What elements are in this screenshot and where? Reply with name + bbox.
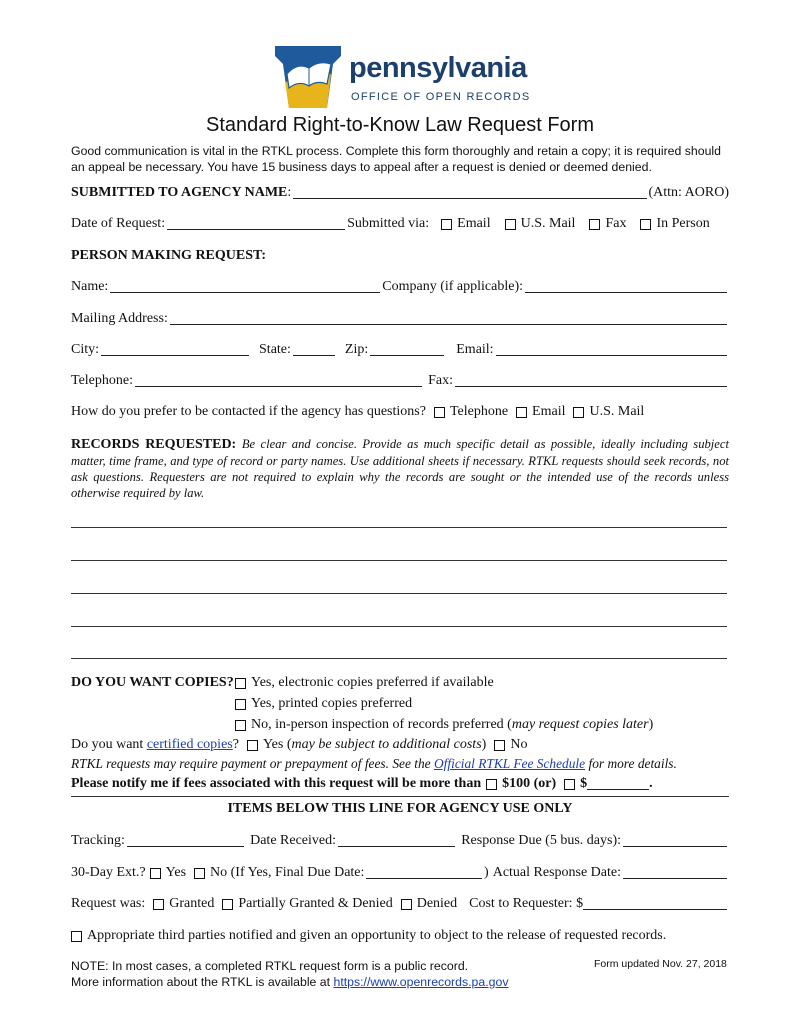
extension-row — [71, 865, 729, 881]
paren: ) — [648, 717, 654, 732]
fax-label: Fax: — [428, 373, 453, 388]
copies-row-3 — [231, 717, 731, 733]
ext-no-checkbox[interactable] — [194, 868, 205, 879]
in-person-checkbox[interactable] — [640, 219, 651, 230]
state-field[interactable] — [293, 343, 335, 356]
contact-question: How do you prefer to be contacted if the agency has questions? — [71, 404, 426, 419]
records-line-2[interactable] — [71, 560, 727, 561]
fax-field[interactable] — [455, 374, 727, 387]
logo-name: pennsylvania — [349, 52, 527, 84]
person-heading: PERSON MAKING REQUEST: — [71, 248, 266, 263]
tracking-label: Tracking: — [71, 833, 125, 848]
certified-row — [71, 737, 729, 753]
denied-checkbox[interactable] — [401, 899, 412, 910]
email-label: Email: — [456, 342, 494, 357]
received-field[interactable] — [338, 834, 455, 847]
cost-field[interactable] — [583, 897, 727, 910]
printed-copies-checkbox[interactable] — [235, 699, 246, 710]
records-instructions: Be clear and concise. Provide as much specific detail as possible, ideally including subject matter, time frame, and type of record or party names. Use additional sheets if necessary. RTKL requests should seek records, not ask questions. Requesters are not required to explain why the records are sought or the intended use of the records unless otherwise required by law. — [71, 437, 729, 500]
state-label: State: — [259, 342, 291, 357]
cost-label: Cost to Requester: $ — [469, 896, 584, 911]
certified-yes-checkbox[interactable] — [247, 740, 258, 751]
due-field[interactable] — [623, 834, 727, 847]
third-parties-row — [71, 928, 729, 944]
certified-question: Do you want — [71, 737, 144, 752]
notify-custom-checkbox[interactable] — [564, 779, 575, 790]
zip-field[interactable] — [370, 343, 444, 356]
notify-custom-label: $ — [580, 776, 588, 791]
agency-label: SUBMITTED TO AGENCY NAME — [71, 185, 288, 200]
agency-use-heading: ITEMS BELOW THIS LINE FOR AGENCY USE ONLY — [227, 801, 573, 816]
contact-option: Email — [532, 404, 566, 419]
actual-response-field[interactable] — [623, 866, 727, 879]
logo — [275, 44, 535, 110]
logo-subtitle: OFFICE OF OPEN RECORDS — [351, 91, 531, 103]
inspection-checkbox[interactable] — [235, 720, 246, 731]
via-option: U.S. Mail — [520, 216, 576, 231]
footer-note-text: NOTE: In most cases, a completed RTKL request form is a public record. — [71, 959, 469, 973]
extension-label: 30-Day Ext.? — [71, 865, 146, 880]
agency-row: SUBMITTED TO AGENCY NAME : (Attn: AORO) — [71, 185, 729, 200]
city-row — [71, 342, 729, 358]
fees-text: RTKL requests may require payment or prepayment of fees. See the — [71, 756, 431, 771]
certified-no-checkbox[interactable] — [494, 740, 505, 751]
partial-checkbox[interactable] — [222, 899, 233, 910]
city-label: City: — [71, 342, 100, 357]
copies-option: Yes, printed copies preferred — [251, 696, 413, 711]
paren: ) — [481, 737, 487, 752]
denied-label: Denied — [416, 896, 458, 911]
due-label: Response Due (5 bus. days): — [461, 833, 621, 848]
footer-note — [71, 958, 508, 990]
attn-label: (Attn: AORO) — [648, 185, 729, 200]
qmark: ? — [232, 737, 239, 752]
date-field[interactable] — [167, 217, 345, 230]
fees-text-end: for more details. — [588, 756, 677, 771]
records-heading: RECORDS REQUESTED: — [71, 437, 237, 452]
keystone-book-icon — [275, 44, 341, 110]
date-row — [71, 216, 729, 232]
date-label: Date of Request: — [71, 216, 166, 231]
tracking-row — [71, 833, 729, 849]
copies-option: No, in-person inspection of records preferred ( — [251, 717, 512, 732]
contact-row — [71, 404, 729, 420]
records-section — [71, 436, 729, 501]
certified-yes-label: Yes ( — [262, 737, 292, 752]
contact-telephone-checkbox[interactable] — [434, 407, 445, 418]
telephone-field[interactable] — [135, 374, 422, 387]
openrecords-link[interactable]: https://www.openrecords.pa.gov — [333, 975, 509, 989]
request-was-row — [71, 896, 729, 912]
records-line-4[interactable] — [71, 626, 727, 627]
ext-yes-label: Yes — [165, 865, 187, 880]
paren: ) — [484, 865, 489, 880]
name-label: Name: — [71, 279, 109, 294]
contact-option: Telephone — [449, 404, 509, 419]
company-field[interactable] — [525, 280, 727, 293]
notify-100-label: $100 (or) — [502, 776, 557, 791]
contact-mail-checkbox[interactable] — [573, 407, 584, 418]
fees-row — [71, 756, 729, 772]
period: . — [649, 776, 653, 791]
name-field[interactable] — [110, 280, 380, 293]
fee-schedule-link[interactable]: Official RTKL Fee Schedule — [433, 756, 586, 771]
via-option: Fax — [605, 216, 627, 231]
form-updated-date: Form updated Nov. 27, 2018 — [594, 958, 727, 970]
copies-option: Yes, electronic copies preferred if available — [251, 675, 494, 690]
third-parties-checkbox[interactable] — [71, 931, 82, 942]
telephone-label: Telephone: — [71, 373, 133, 388]
notify-100-checkbox[interactable] — [486, 779, 497, 790]
granted-label: Granted — [169, 896, 215, 911]
name-row — [71, 279, 729, 295]
via-option: In Person — [656, 216, 710, 231]
telephone-row — [71, 373, 729, 389]
notify-amount-field[interactable] — [587, 777, 649, 790]
mailing-field[interactable] — [170, 312, 727, 325]
ext-no-label: No (If Yes, Final Due Date: — [210, 865, 365, 880]
contact-email-checkbox[interactable] — [516, 407, 527, 418]
intro-text: Good communication is vital in the RTKL process. Complete this form thoroughly and retain a copy; it is required should an appeal be necessary. You have 15 business days to appeal after a request is denied or deemed denied. — [71, 144, 722, 174]
agency-name-field[interactable] — [293, 186, 646, 199]
copies-row-1 — [71, 675, 729, 691]
copies-heading: DO YOU WANT COPIES? — [71, 675, 234, 690]
final-due-field[interactable] — [366, 866, 482, 879]
records-line-1[interactable] — [71, 527, 727, 528]
certified-no-label: No — [510, 737, 528, 752]
via-option: Email — [457, 216, 491, 231]
certified-yes-note: may be subject to additional costs — [291, 737, 482, 752]
copies-later-note: may request copies later — [511, 717, 649, 732]
ext-yes-checkbox[interactable] — [150, 868, 161, 879]
certified-copies-link[interactable]: certified copies — [146, 737, 233, 752]
zip-label: Zip: — [344, 342, 369, 357]
footer-more-text: More information about the RTKL is available at — [71, 975, 334, 989]
mail-checkbox[interactable] — [505, 219, 516, 230]
company-label: Company (if applicable): — [382, 279, 523, 294]
contact-option: U.S. Mail — [589, 404, 645, 419]
mailing-row — [71, 311, 729, 327]
agency-divider — [71, 796, 729, 797]
third-parties-label: Appropriate third parties notified and given an opportunity to object to the release of requested records. — [87, 928, 667, 943]
records-line-3[interactable] — [71, 593, 727, 594]
records-line-5[interactable] — [71, 658, 727, 659]
notify-text: Please notify me if fees associated with this request will be more than — [71, 776, 482, 791]
email-field[interactable] — [496, 343, 727, 356]
received-label: Date Received: — [250, 833, 337, 848]
copies-row-2 — [231, 696, 731, 712]
electronic-copies-checkbox[interactable] — [235, 678, 246, 689]
notify-row — [71, 776, 729, 792]
fax-checkbox[interactable] — [589, 219, 600, 230]
tracking-field[interactable] — [127, 834, 244, 847]
via-label: Submitted via: — [347, 216, 430, 231]
request-was-label: Request was: — [71, 896, 146, 911]
email-checkbox[interactable] — [441, 219, 452, 230]
actual-response-label: Actual Response Date: — [492, 865, 621, 880]
city-field[interactable] — [101, 343, 249, 356]
partial-label: Partially Granted & Denied — [238, 896, 393, 911]
mailing-label: Mailing Address: — [71, 311, 168, 326]
page-title: Standard Right-to-Know Law Request Form — [206, 114, 594, 136]
granted-checkbox[interactable] — [153, 899, 164, 910]
